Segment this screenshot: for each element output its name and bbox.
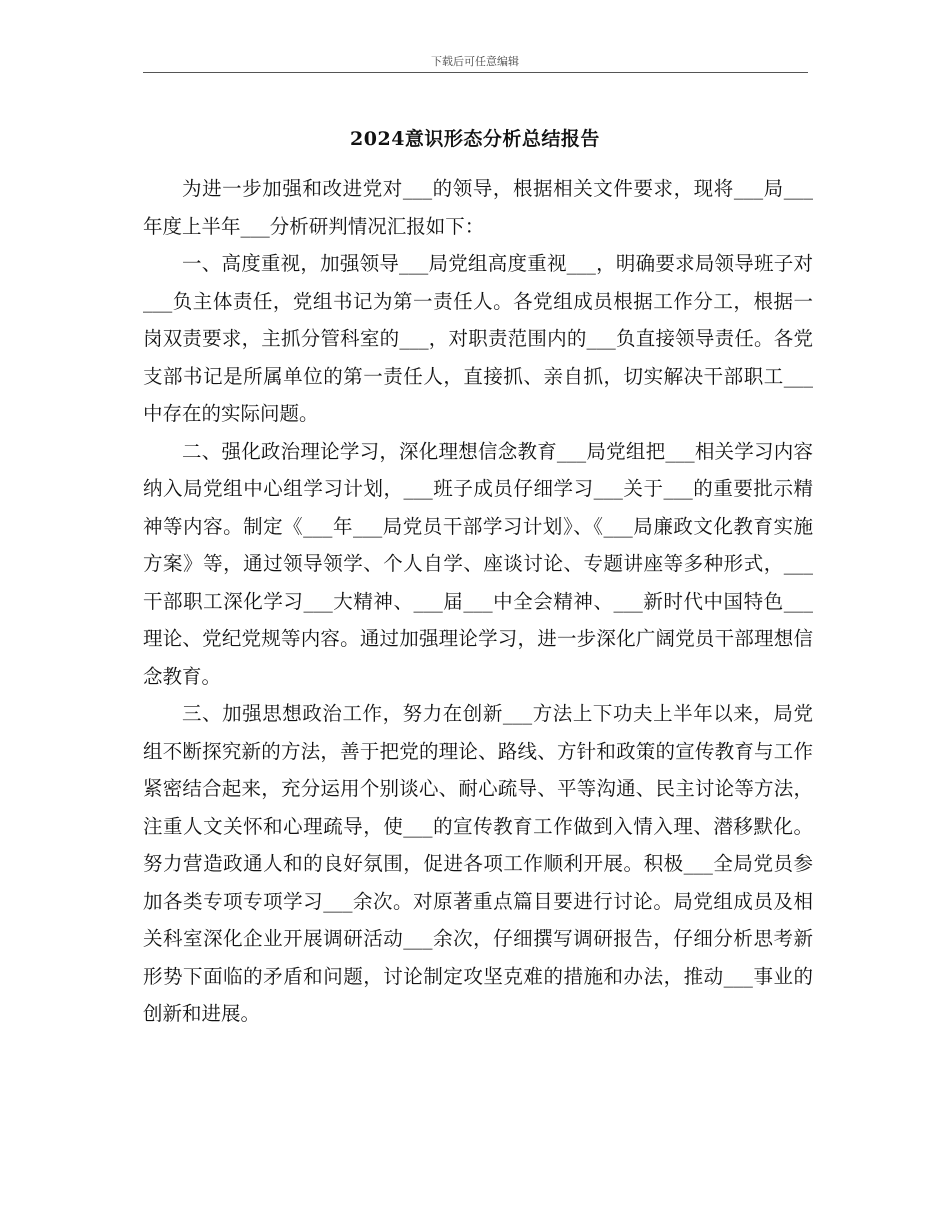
paragraph-section-1: 一、高度重视，加强领导___局党组高度重视___，明确要求局领导班子对___负主体责任，党组书记为第一责任人。各党组成员根据工作分工，根据一岗双责要求，主抓分管科室的___，对职责范围内的___负直接领导责任。各党支部书记是所属单位的第一责任人，直接抓、亲自抓，切实解决干部职工___中存在的实际问题。	[143, 252, 813, 425]
paragraph-section-2: 二、强化政治理论学习，深化理想信念教育___局党组把___相关学习内容纳入局党组中心组学习计划，___班子成员仔细学习___关于___的重要批示精神等内容。制定《___年___局党员干部学习计划》、《___局廉政文化教育实施方案》等，通过领导领学、个人自学、座谈讨论、专题讲座等多种形式，___干部职工深化学习___大精神、___届___中全会精神、___新时代中国特色___理论、党纪党规等内容。通过加强理论学习，进一步深化广阔党员干部理想信念教育。	[143, 439, 813, 688]
document-title: 2024意识形态分析总结报告	[350, 128, 600, 150]
paragraph-section-3: 三、加强思想政治工作，努力在创新___方法上下功夫上半年以来，局党组不断探究新的方法，善于把党的理论、路线、方针和政策的宣传教育与工作紧密结合起来，充分运用个别谈心、耐心疏导、平等沟通、民主讨论等方法，注重人文关怀和心理疏导，使___的宣传教育工作做到入情入理、潜移默化。努力营造政通人和的良好氛围，促进各项工作顺利开展。积极___全局党员参加各类专项专项学习___余次。对原著重点篇目要进行讨论。局党组成员及相关科室深化企业开展调研活动___余次，仔细撰写调研报告，仔细分析思考新形势下面临的矛盾和问题，讨论制定攻坚克难的措施和办法，推动___事业的创新和进展。	[143, 702, 813, 1025]
page-header: 下载后可任意编辑	[431, 55, 519, 68]
paragraph-intro: 为进一步加强和改进党对___的领导，根据相关文件要求，现将___局___年度上半年___分析研判情况汇报如下：	[143, 177, 813, 238]
header-divider	[143, 72, 808, 73]
document-body	[143, 170, 813, 1033]
